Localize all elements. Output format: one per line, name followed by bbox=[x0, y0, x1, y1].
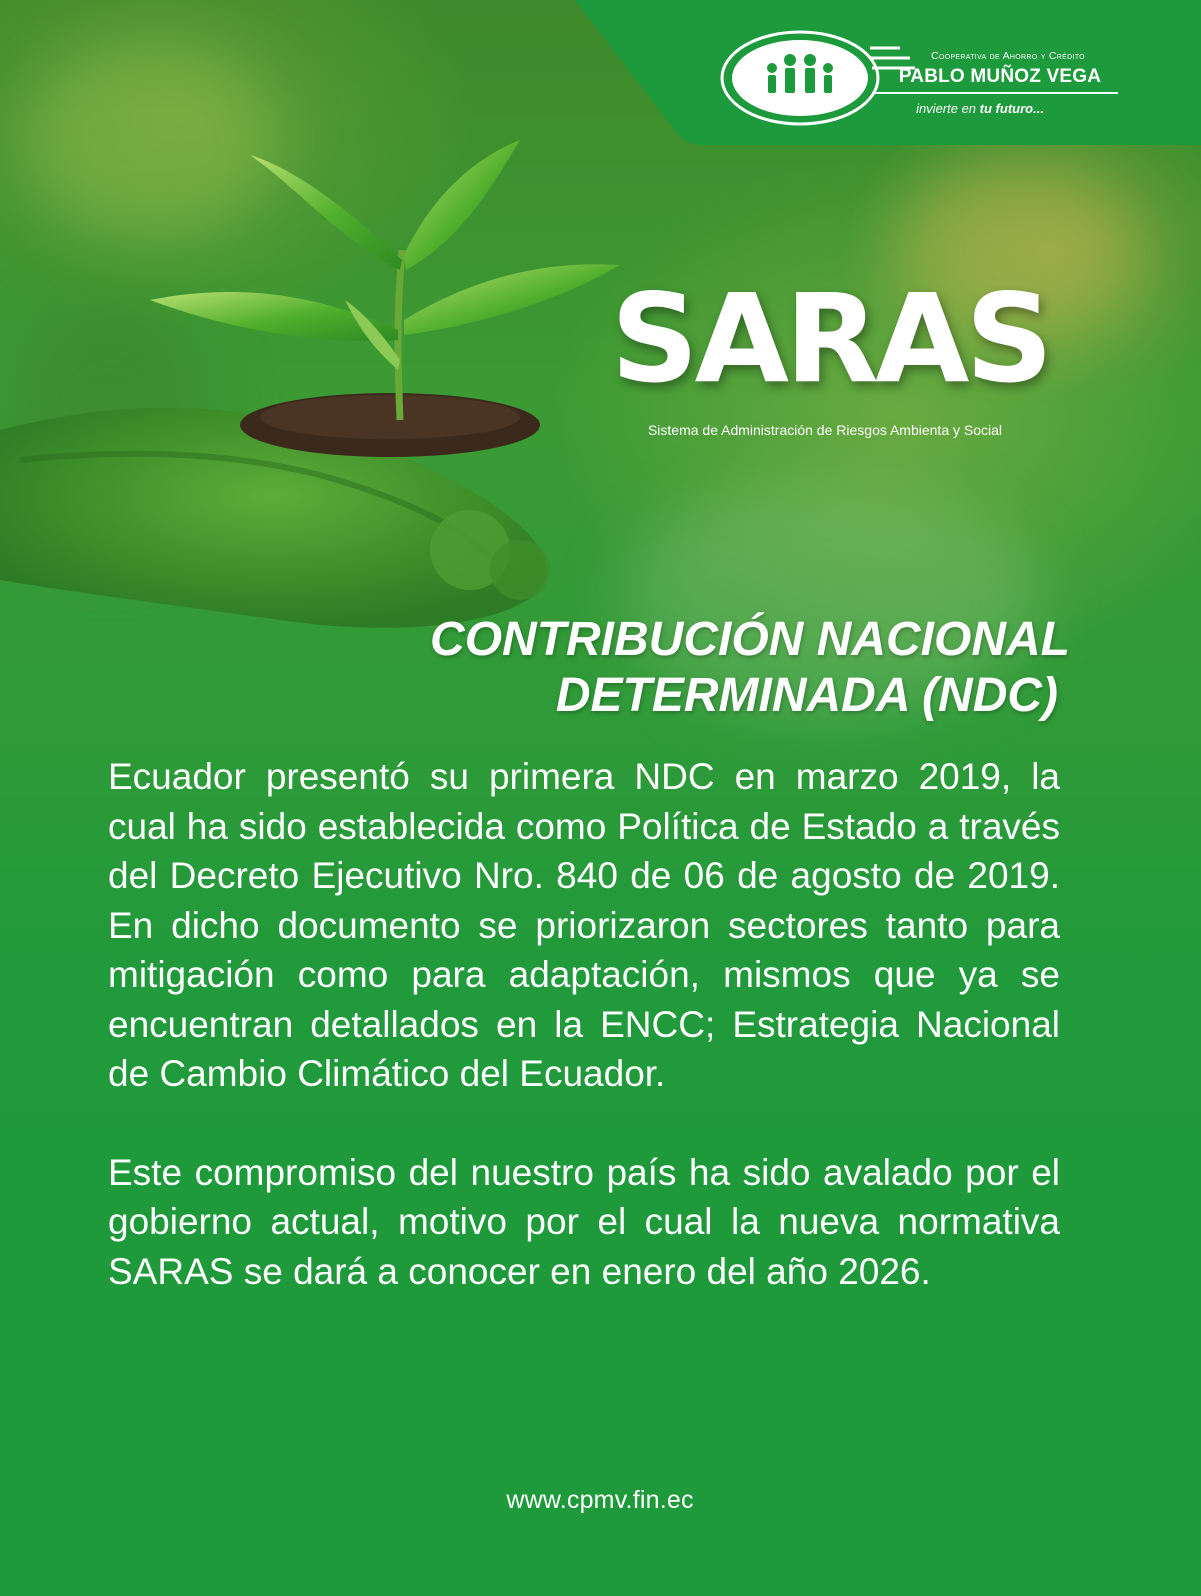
body-paragraph-2: Este compromiso del nuestro país ha sido avalado por el gobierno actual, motivo por el cual la nueva normativa SARAS se dará a conocer en enero del año 2026. bbox=[108, 1151, 1060, 1292]
body-text bbox=[108, 752, 1060, 1296]
seedling-in-hands-illustration bbox=[0, 130, 640, 650]
body-paragraph-1: Ecuador presentó su primera NDC en marzo 2019, la cual ha sido establecida como Política de Estado a través del Decreto Ejecutivo Nro. 840 de 06 de agosto de 2019. En dicho documento se priorizaron sectores tanto para mitigación como para adaptación, mismos que ya se encuentran detallados en la ENCC; Estrategia Nacional de Cambio Climático del Ecuador. bbox=[108, 756, 1060, 1094]
tagline-prefix: invierte en bbox=[916, 101, 977, 116]
cooperative-tagline bbox=[880, 101, 1080, 116]
website-url[interactable]: www.cpmv.fin.ec bbox=[506, 1486, 694, 1514]
headline-line-2: DETERMINADA (NDC) bbox=[555, 669, 1058, 722]
cooperative-type-label: Cooperativa de Ahorro y Crédito bbox=[931, 50, 1085, 62]
saras-subtitle: Sistema de Administración de Riesgos Ambienta y Social bbox=[647, 422, 1003, 438]
tagline-bold: tu futuro... bbox=[979, 101, 1044, 116]
headline-line-1: CONTRIBUCIÓN NACIONAL bbox=[430, 613, 1070, 666]
saras-title: SARAS bbox=[610, 268, 1050, 410]
cooperative-name: PABLO MUÑOZ VEGA bbox=[898, 66, 1102, 87]
headline bbox=[200, 612, 1070, 724]
